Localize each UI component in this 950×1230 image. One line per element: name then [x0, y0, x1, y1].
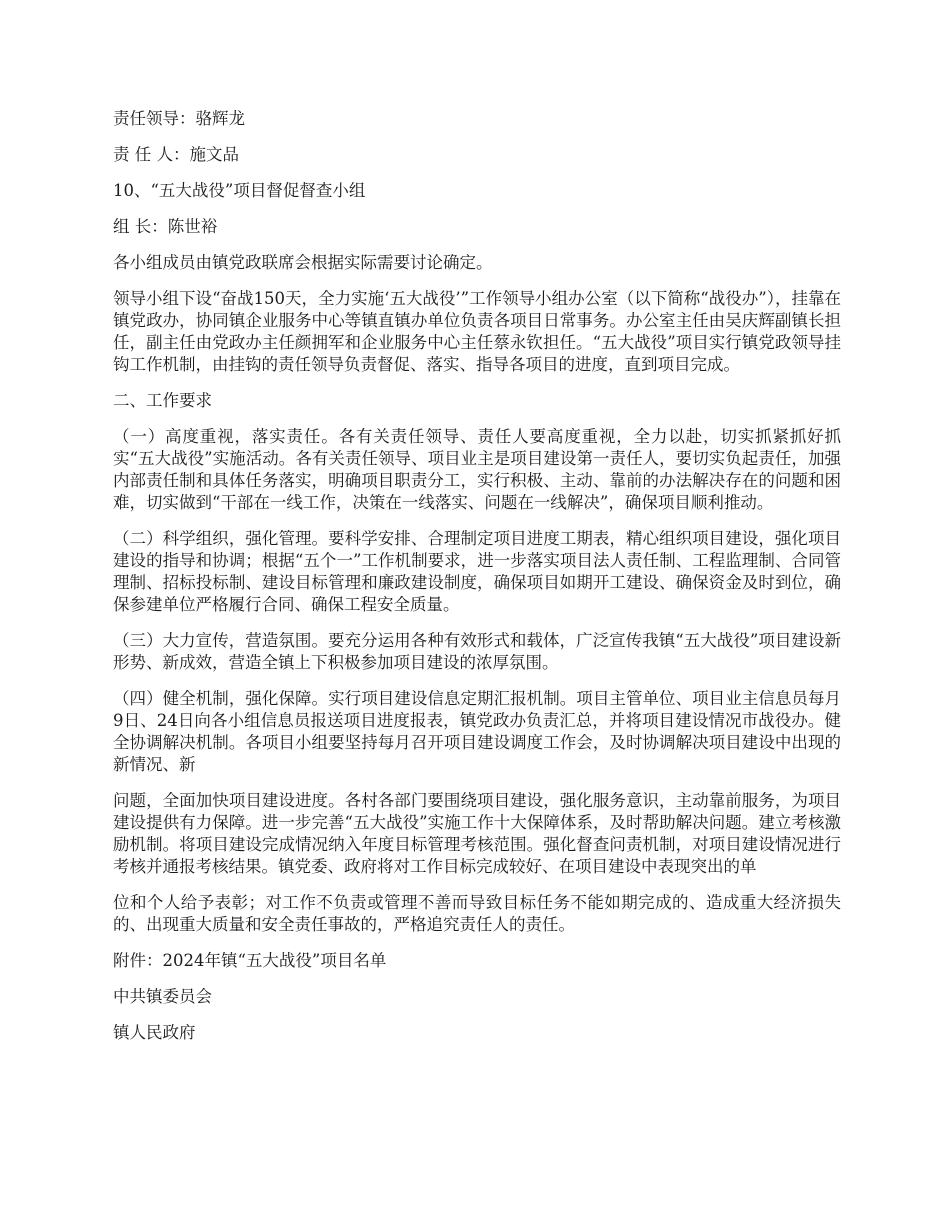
requirement-4-conclusion: 位和个人给予表彰；对工作不负责或管理不善而导致目标任务不能如期完成的、造成重大经济损失的、出现重大质量和安全责任事故的，严格追究责任人的责任。: [113, 893, 841, 934]
responsible-person-line: 责 任 人：施文品: [113, 145, 239, 164]
requirement-3-paragraph: （三）大力宣传，营造氛围。要充分运用各种有效形式和载体，广泛宣传我镇“五大战役”项目建设新形势、新成效，营造全镇上下积极参加项目建设的浓厚氛围。: [113, 631, 841, 672]
issuer-party-committee: 中共镇委员会: [113, 987, 212, 1006]
attachment-line: 附件：2024年镇“五大战役”项目名单: [113, 951, 387, 970]
responsible-leader-line: 责任领导：骆辉龙: [113, 109, 245, 128]
group-members-note: 各小组成员由镇党政联席会根据实际需要讨论确定。: [113, 253, 493, 272]
document-page: [113, 108, 841, 1058]
requirement-1-paragraph: （一）高度重视，落实责任。各有关责任领导、责任人要高度重视，全力以赴，切实抓紧抓好抓实“五大战役”实施活动。各有关责任领导、项目业主是项目建设第一责任人，要切实负起责任，加强内部责任制和具体任务落实，明确项目职责分工，实行积极、主动、靠前的办法解决存在的问题和困难，切实做到“干部在一线工作，决策在一线落实、问题在一线解决”，确保项目顺利推动。: [113, 427, 841, 512]
requirement-4-paragraph: （四）健全机制，强化保障。实行项目建设信息定期汇报机制。项目主管单位、项目业主信息员每月9日、24日向各小组信息员报送项目进度报表，镇党政办负责汇总，并将项目建设情况市战役办。健全协调解决机制。各项目小组要坚持每月召开项目建设调度工作会，及时协调解决项目建设中出现的新情况、新: [113, 689, 841, 774]
group-leader-line: 组 长：陈世裕: [113, 217, 218, 236]
requirement-2-paragraph: （二）科学组织，强化管理。要科学安排、合理制定项目进度工期表，精心组织项目建设，强化项目建设的指导和协调；根据“五个一”工作机制要求，进一步落实项目法人责任制、工程监理制、合同管理制、招标投标制、建设目标管理和廉政建设制度，确保项目如期开工建设、确保资金及时到位，确保参建单位严格履行合同、确保工程安全质量。: [113, 529, 841, 614]
office-setup-paragraph: 领导小组下设“奋战150天，全力实施‘五大战役’”工作领导小组办公室（以下简称“战役办”），挂靠在镇党政办，协同镇企业服务中心等镇直镇办单位负责各项目日常事务。办公室主任由吴庆辉副镇长担任，副主任由党政办主任颜拥军和企业服务中心主任蔡永钦担任。“五大战役”项目实行镇党政领导挂钩工作机制，由挂钩的责任领导负责督促、落实、指导各项目的进度，直到项目完成。: [113, 289, 841, 374]
group-10-heading: 10、“五大战役”项目督促督查小组: [113, 181, 366, 200]
section-heading-work-requirements: 二、工作要求: [113, 391, 212, 410]
requirement-4-continuation: 问题，全面加快项目建设进度。各村各部门要围绕项目建设，强化服务意识，主动靠前服务，为项目建设提供有力保障。进一步完善“五大战役”实施工作十大保障体系，及时帮助解决问题。建立考核激励机制。将项目建设完成情况纳入年度目标管理考核范围。强化督查问责机制，对项目建设情况进行考核并通报考核结果。镇党委、政府将对工作目标完成较好、在项目建设中表现突出的单: [113, 791, 841, 876]
issuer-town-government: 镇人民政府: [113, 1023, 196, 1042]
